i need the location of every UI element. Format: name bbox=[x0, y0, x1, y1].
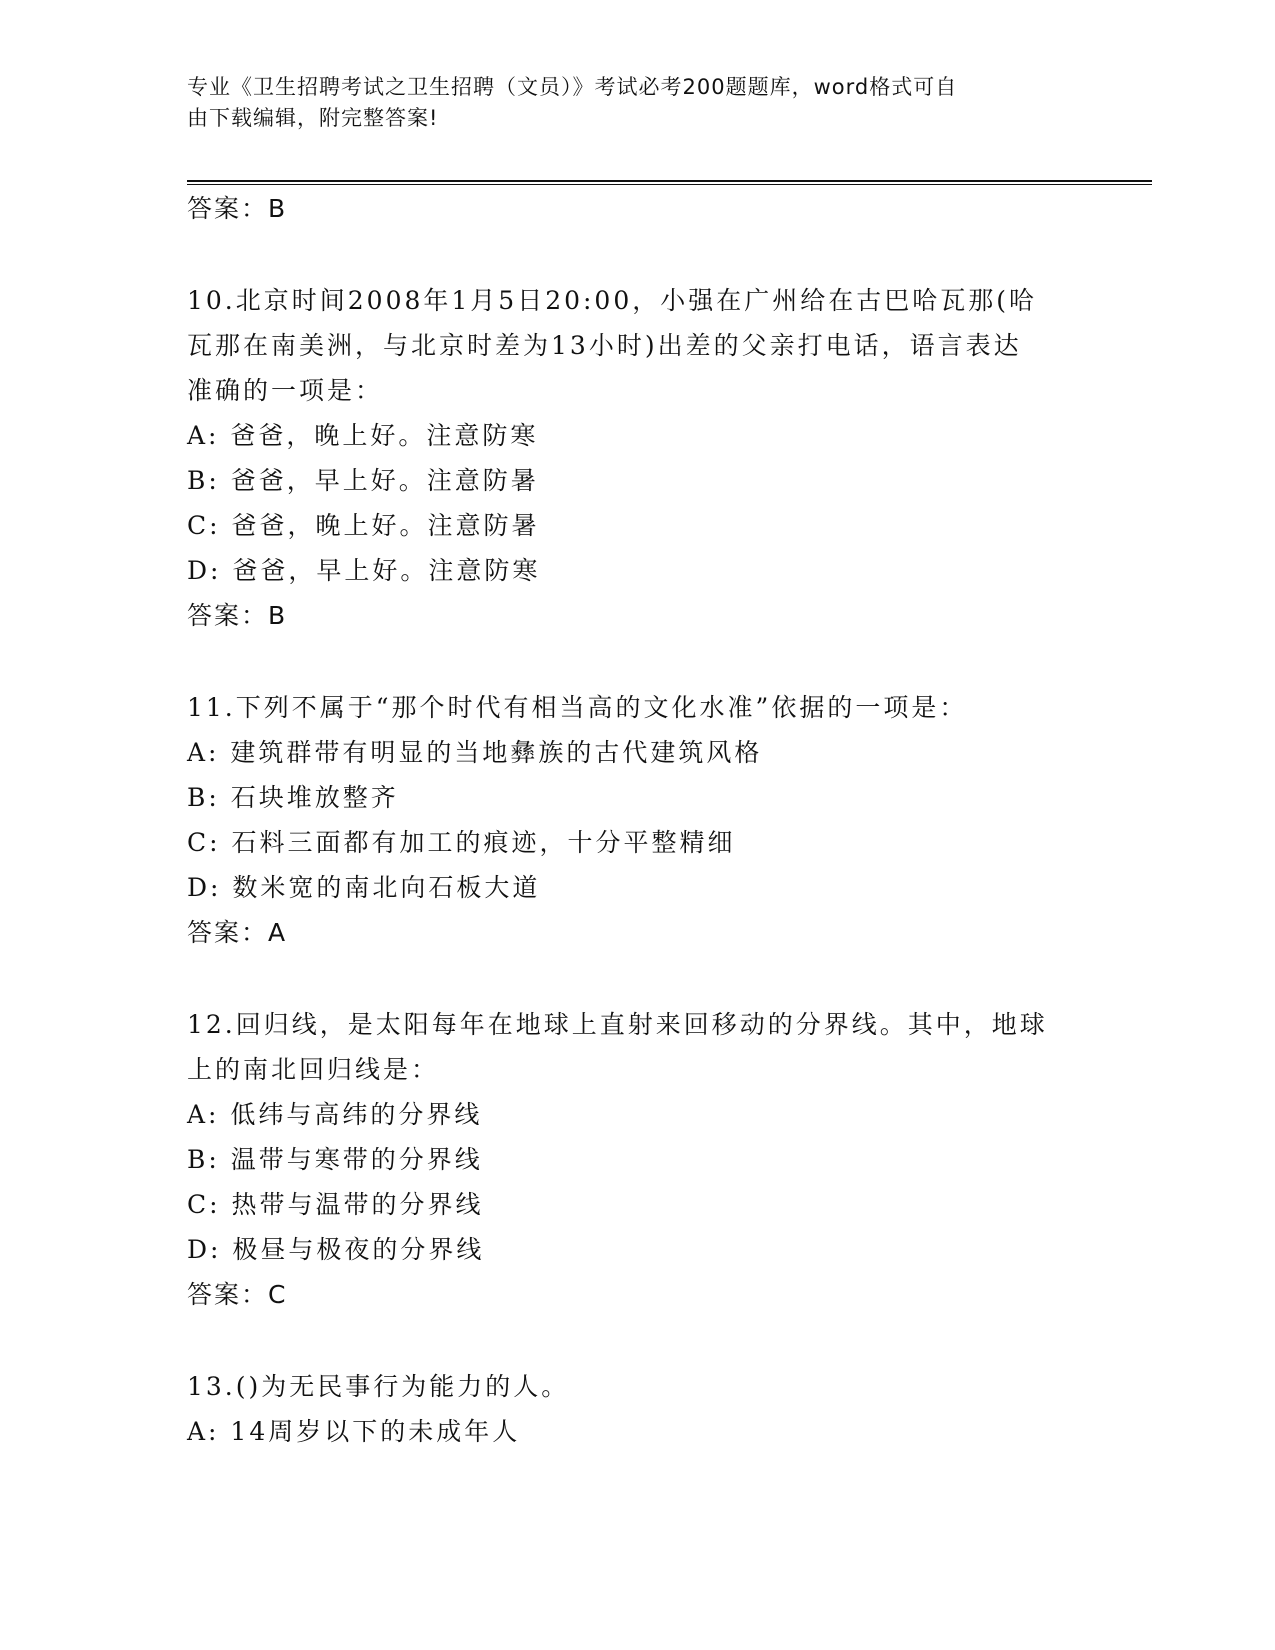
option-d: D: 爸爸，早上好。注意防寒 bbox=[187, 556, 541, 585]
question-12 bbox=[187, 1002, 1087, 1318]
document-header bbox=[187, 72, 1067, 134]
answer-line: 答案：C bbox=[187, 1280, 288, 1309]
option-b: B: 爸爸，早上好。注意防暑 bbox=[187, 466, 539, 495]
question-stem-line: 11.下列不属于“那个时代有相当高的文化水准”依据的一项是： bbox=[187, 693, 968, 722]
option-d: D: 数米宽的南北向石板大道 bbox=[187, 873, 541, 902]
answer-line: 答案：A bbox=[187, 918, 288, 947]
question-stem-line: 12.回归线，是太阳每年在地球上直射来回移动的分界线。其中，地球 bbox=[187, 1010, 1048, 1039]
option-a: A: 爸爸，晚上好。注意防寒 bbox=[187, 421, 539, 450]
question-13 bbox=[187, 1364, 1087, 1454]
question-list bbox=[187, 186, 1087, 1454]
question-stem-line: 上的南北回归线是： bbox=[187, 1055, 440, 1084]
question-stem-line: 13.()为无民事行为能力的人。 bbox=[187, 1372, 570, 1401]
question-stem-line: 10.北京时间2008年1月5日20:00，小强在广州给在古巴哈瓦那(哈 bbox=[187, 286, 1037, 315]
question-stem-line: 瓦那在南美洲，与北京时差为13小时)出差的父亲打电话，语言表达 bbox=[187, 331, 1022, 360]
question-11 bbox=[187, 685, 1087, 956]
option-b: B: 石块堆放整齐 bbox=[187, 783, 399, 812]
option-c: C: 爸爸，晚上好。注意防暑 bbox=[187, 511, 540, 540]
option-c: C: 石料三面都有加工的痕迹，十分平整精细 bbox=[187, 828, 736, 857]
header-line-1: 专业《卫生招聘考试之卫生招聘（文员）》考试必考200题题库，word格式可自 bbox=[187, 75, 958, 99]
option-a: A: 14周岁以下的未成年人 bbox=[187, 1417, 521, 1446]
option-c: C: 热带与温带的分界线 bbox=[187, 1190, 484, 1219]
option-a: A: 低纬与高纬的分界线 bbox=[187, 1100, 483, 1129]
header-line-2: 由下载编辑，附完整答案! bbox=[187, 106, 439, 130]
option-b: B: 温带与寒带的分界线 bbox=[187, 1145, 483, 1174]
header-rule-thick bbox=[187, 180, 1152, 182]
answer-line: 答案：B bbox=[187, 194, 288, 223]
question-10 bbox=[187, 278, 1087, 639]
answer-line: 答案：B bbox=[187, 601, 288, 630]
question-stem-line: 准确的一项是： bbox=[187, 376, 384, 405]
option-d: D: 极昼与极夜的分界线 bbox=[187, 1235, 485, 1264]
option-a: A: 建筑群带有明显的当地彝族的古代建筑风格 bbox=[187, 738, 763, 767]
header-rule-thin bbox=[187, 184, 1152, 185]
